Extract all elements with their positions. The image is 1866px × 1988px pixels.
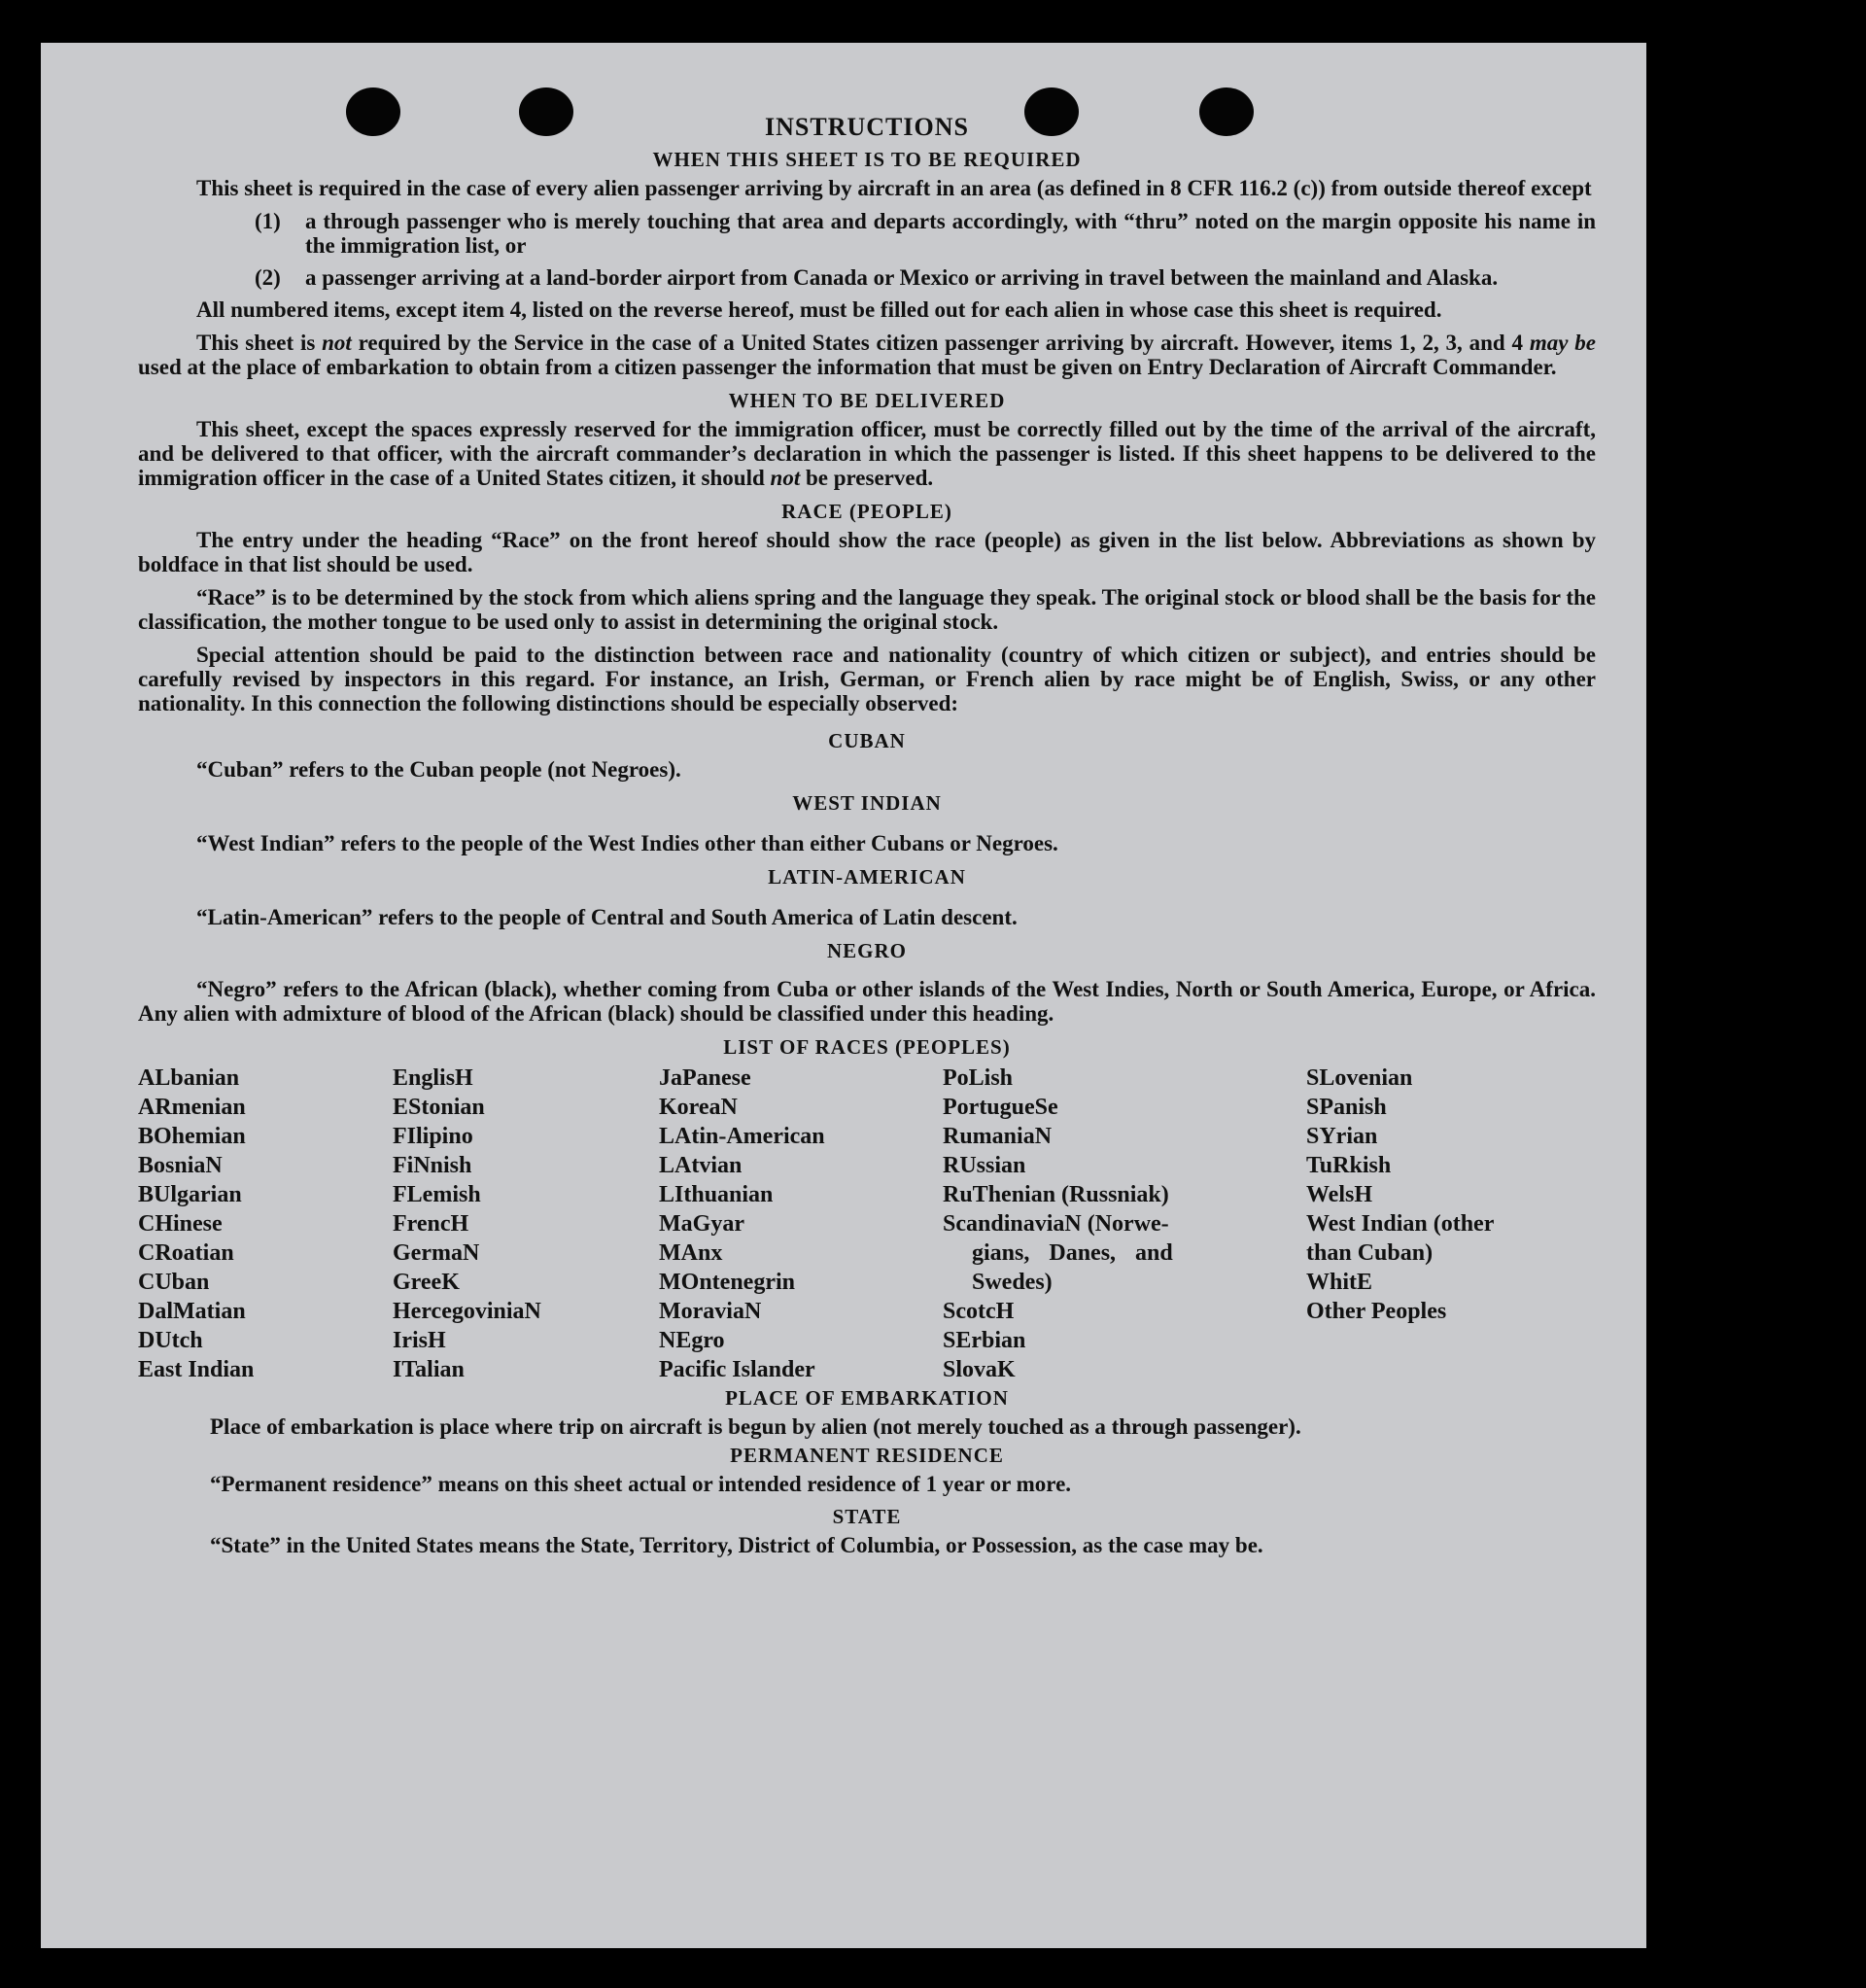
race-entry: RuThenian (Russniak) <box>943 1182 1169 1207</box>
section-heading-required: WHEN THIS SHEET IS TO BE REQUIRED <box>652 148 1082 171</box>
race-entry: GreeK <box>393 1270 460 1295</box>
race-entry: JaPanese <box>659 1065 751 1091</box>
race-entry: EStonian <box>393 1095 485 1120</box>
race-entry: BOhemian <box>138 1124 246 1149</box>
race-entry: HercegoviniaN <box>393 1299 541 1324</box>
text-run: be preserved. <box>800 466 934 490</box>
paragraph: All numbered items, except item 4, listed on the reverse hereof, must be filled out for each alien in whose case this sheet is required. <box>196 297 1442 322</box>
race-entry: FIlipino <box>393 1124 473 1149</box>
race-entry: ARmenian <box>138 1095 246 1120</box>
paragraph: Place of embarkation is place where trip on aircraft is begun by alien (not merely touched as a through passenger). <box>210 1414 1301 1439</box>
race-entry: ScotcH <box>943 1299 1015 1324</box>
race-entry: ITalian <box>393 1357 465 1382</box>
section-heading-state: STATE <box>832 1505 902 1528</box>
instructions-content <box>138 113 1596 1566</box>
race-entry: CUban <box>138 1270 210 1295</box>
race-entry: SPanish <box>1306 1095 1387 1120</box>
race-entry: BosniaN <box>138 1153 223 1178</box>
item-number: (2) <box>255 265 281 290</box>
race-entry: WhitE <box>1306 1270 1373 1295</box>
race-entry: IrisH <box>393 1328 446 1353</box>
race-entry: than Cuban) <box>1306 1240 1434 1266</box>
race-entry: KoreaN <box>659 1095 738 1120</box>
italic-run: not <box>322 331 352 355</box>
race-column <box>943 1064 1306 1384</box>
race-column <box>393 1064 659 1384</box>
race-list <box>138 1064 1596 1384</box>
race-entry: LAtin-American <box>659 1124 825 1149</box>
race-entry: FiNnish <box>393 1153 472 1178</box>
race-entry: WelsH <box>1306 1182 1373 1207</box>
race-entry: Other Peoples <box>1306 1299 1447 1324</box>
race-entry: PortugueSe <box>943 1095 1058 1120</box>
race-entry: MoraviaN <box>659 1299 762 1324</box>
race-entry: East Indian <box>138 1357 255 1382</box>
race-entry: NEgro <box>659 1328 725 1353</box>
section-heading-permanent-residence: PERMANENT RESIDENCE <box>730 1444 1004 1467</box>
section-heading-list-of-races: LIST OF RACES (PEOPLES) <box>723 1035 1011 1059</box>
item-text: a passenger arriving at a land-border airport from Canada or Mexico or arriving in travel between the mainland and Alaska. <box>305 265 1499 290</box>
race-entry: ScandinaviaN (Norwe- <box>943 1211 1169 1237</box>
italic-run: not <box>770 466 801 490</box>
item-text: a through passenger who is merely touching that area and departs accordingly, with “thru” noted on the margin opposite his name in the immigration list, or <box>305 209 1596 258</box>
paragraph: “Latin-American” refers to the people of Central and South America of Latin descent. <box>196 905 1018 929</box>
italic-run: may be <box>1529 331 1596 355</box>
section-heading-west-indian: WEST INDIAN <box>792 791 942 815</box>
race-entry: gians, Danes, and <box>972 1240 1173 1266</box>
section-heading-negro: NEGRO <box>826 939 907 962</box>
paragraph: “State” in the United States means the State, Territory, District of Columbia, or Possession, as the case may be. <box>210 1533 1263 1557</box>
section-heading-embarkation: PLACE OF EMBARKATION <box>725 1386 1009 1410</box>
paragraph: “Cuban” refers to the Cuban people (not Negroes). <box>196 757 681 782</box>
race-entry: MaGyar <box>659 1211 744 1237</box>
paragraph: “West Indian” refers to the people of the West Indies other than either Cubans or Negroes. <box>196 831 1058 855</box>
race-column <box>1306 1064 1578 1384</box>
race-entry: LIthuanian <box>659 1182 774 1207</box>
paragraph: This sheet is required in the case of every alien passenger arriving by aircraft in an area (as defined in 8 CFR 116.2 (c)) from outside thereof except <box>196 176 1592 200</box>
race-entry: GermaN <box>393 1240 480 1266</box>
race-entry: MAnx <box>659 1240 723 1266</box>
race-entry: CRoatian <box>138 1240 234 1266</box>
race-entry: DalMatian <box>138 1299 246 1324</box>
race-entry: SlovaK <box>943 1357 1016 1382</box>
race-entry: SErbian <box>943 1328 1026 1353</box>
list-item <box>255 265 1596 290</box>
paragraph: “Permanent residence” means on this sheet actual or intended residence of 1 year or more. <box>210 1472 1072 1496</box>
page-title: INSTRUCTIONS <box>765 113 969 141</box>
race-entry: FrencH <box>393 1211 469 1237</box>
race-entry: SYrian <box>1306 1124 1378 1149</box>
text-run: This sheet is <box>196 331 323 355</box>
paragraph: “Race” is to be determined by the stock from which aliens spring and the language they speak. The original stock or blood shall be the basis for the classification, the mother tongue to be used only to assist in determining the original stock. <box>138 585 1596 634</box>
race-entry: West Indian (other <box>1306 1211 1495 1237</box>
race-entry: Pacific Islander <box>659 1357 815 1382</box>
paragraph: “Negro” refers to the African (black), whether coming from Cuba or other islands of the West Indies, North or South America, Europe, or Africa. Any alien with admixture of blood of the African (black) should be classified under this heading. <box>138 977 1596 1026</box>
text-run: This sheet, except the spaces expressly reserved for the immigration officer, must be correctly filled out by the time of the arrival of the aircraft, and be delivered to that officer, with the aircraft commander’s declaration in which the passenger is listed. If this sheet happens to be delivered to the immigration officer in the case of a United States citizen, it should <box>138 417 1596 490</box>
section-heading-cuban: CUBAN <box>828 729 906 752</box>
race-column <box>138 1064 393 1384</box>
paragraph: Special attention should be paid to the distinction between race and nationality (country of which citizen or subject), and entries should be carefully revised by inspectors in this regard. For instance, an Irish, German, or French alien by race might be of English, Swiss, or any other nationality. In this connection the following distinctions should be especially observed: <box>138 643 1596 715</box>
race-entry: RumaniaN <box>943 1124 1053 1149</box>
item-number: (1) <box>255 209 281 233</box>
race-entry: ALbanian <box>138 1065 240 1091</box>
race-entry: PoLish <box>943 1065 1014 1091</box>
race-entry: SLovenian <box>1306 1065 1413 1091</box>
race-entry: MOntenegrin <box>659 1270 795 1295</box>
race-entry: CHinese <box>138 1211 223 1237</box>
document-sheet <box>41 43 1646 1948</box>
paragraph <box>138 331 1596 379</box>
race-entry: DUtch <box>138 1328 203 1353</box>
list-item <box>255 209 1596 258</box>
race-entry: EnglisH <box>393 1065 473 1091</box>
text-run: used at the place of embarkation to obtain from a citizen passenger the information that must be given on Entry Declaration of Aircraft Commander. <box>138 355 1557 379</box>
section-heading-race: RACE (PEOPLE) <box>781 500 952 523</box>
text-run: required by the Service in the case of a United States citizen passenger arriving by aircraft. However, items 1, 2, 3, and 4 <box>351 331 1530 355</box>
race-entry: RUssian <box>943 1153 1026 1178</box>
race-entry: FLemish <box>393 1182 481 1207</box>
race-entry: LAtvian <box>659 1153 743 1178</box>
race-entry: BUlgarian <box>138 1182 242 1207</box>
paragraph: The entry under the heading “Race” on the front hereof should show the race (people) as given in the list below. Abbreviations as shown by boldface in that list should be used. <box>138 528 1596 576</box>
race-entry: TuRkish <box>1306 1153 1392 1178</box>
race-entry: Swedes) <box>972 1270 1053 1295</box>
section-heading-latin-american: LATIN-AMERICAN <box>768 865 966 889</box>
race-column <box>659 1064 943 1384</box>
paragraph <box>138 417 1596 490</box>
section-heading-delivered: WHEN TO BE DELIVERED <box>728 389 1006 412</box>
